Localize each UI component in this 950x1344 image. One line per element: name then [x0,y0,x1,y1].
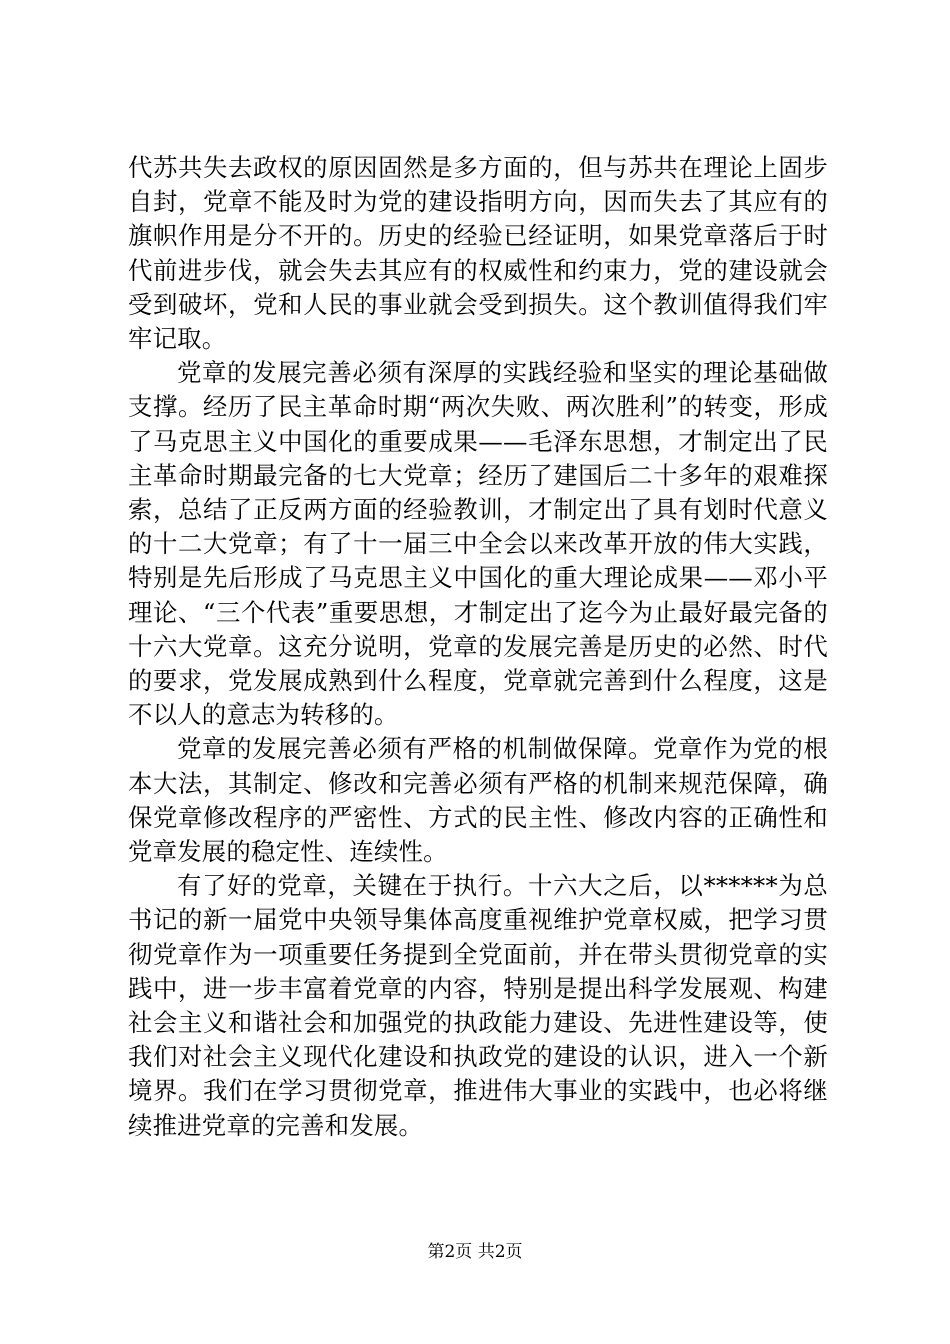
document-body [128,151,828,1143]
paragraph-3: 党章的发展完善必须有严格的机制做保障。党章作为党的根本大法，其制定、修改和完善必须有严格的机制来规范保障，确保党章修改程序的严密性、方式的民主性、修改内容的正确性和党章发展的稳定性、连续性。 [128,734,828,867]
paragraph-4: 有了好的党章，关键在于执行。十六大之后，以******为总书记的新一届党中央领导集体高度重视维护党章权威，把学习贯彻党章作为一项重要任务提到全党面前，并在带头贯彻党章的实践中，进一步丰富着党章的内容，特别是提出科学发展观、构建社会主义和谐社会和加强党的执政能力建设、先进性建设等，使我们对社会主义现代化建设和执政党的建设的认识，进入一个新境界。我们在学习贯彻党章，推进伟大事业的实践中，也必将继续推进党章的完善和发展。 [128,871,828,1140]
paragraph-1: 代苏共失去政权的原因固然是多方面的，但与苏共在理论上固步自封，党章不能及时为党的建设指明方向，因而失去了其应有的旗帜作用是分不开的。历史的经验已经证明，如果党章落后于时代前进步伐，就会失去其应有的权威性和约束力，党的建设就会受到破坏，党和人民的事业就会受到损失。这个教训值得我们牢牢记取。 [128,153,828,354]
page-number-footer: 第2页 共2页 [427,1242,523,1262]
paragraph-2: 党章的发展完善必须有深厚的实践经验和坚实的理论基础做支撑。经历了民主革命时期“两次失败、两次胜利”的转变，形成了马克思主义中国化的重要成果——毛泽东思想，才制定出了民主革命时期最完备的七大党章；经历了建国后二十多年的艰难探索，总结了正反两方面的经验教训，才制定出了具有划时代意义的十二大党章；有了十一届三中全会以来改革开放的伟大实践，特别是先后形成了马克思主义中国化的重大理论成果——邓小平理论、“三个代表”重要思想，才制定出了迄今为止最好最完备的十六大党章。这充分说明，党章的发展完善是历史的必然、时代的要求，党发展成熟到什么程度，党章就完善到什么程度，这是不以人的意志为转移的。 [128,358,828,730]
